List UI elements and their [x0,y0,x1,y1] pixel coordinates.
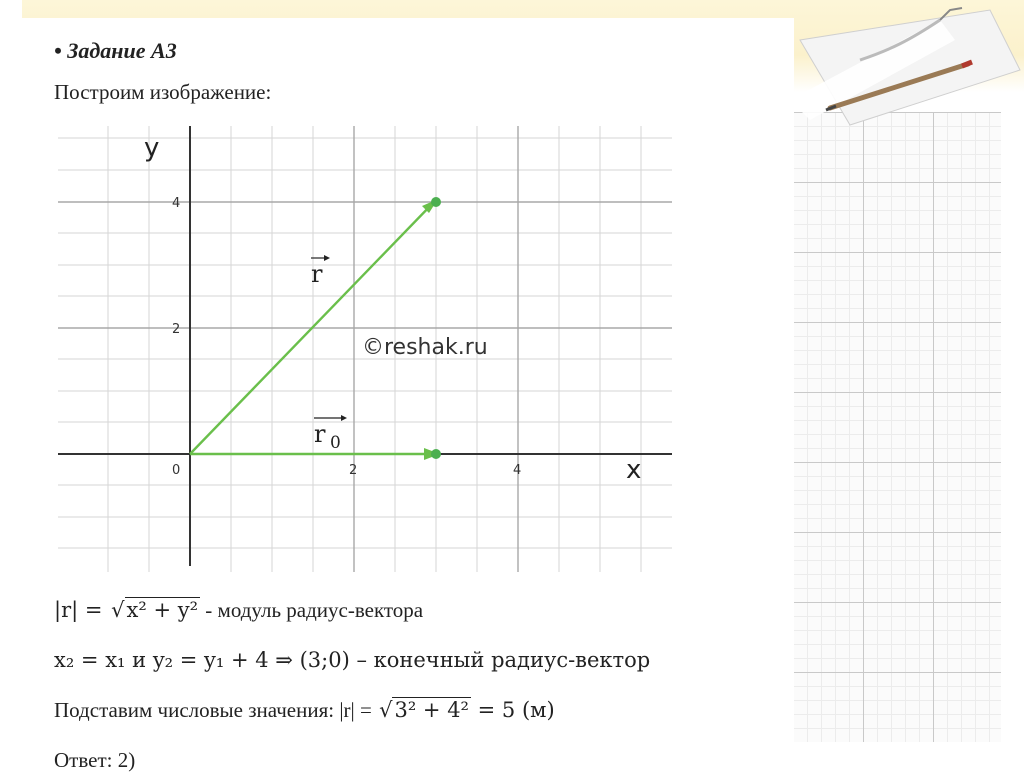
slide-content [22,18,794,772]
formula-substitution [54,698,555,723]
watermark: ©reshak.ru [362,335,488,360]
y-axis-label: y [144,133,160,163]
formula-substitution-radicand: 3² + 4² [394,698,469,722]
banner-margin [0,0,22,92]
x-axis-label: x [626,455,642,485]
vector-r [190,197,441,454]
formula-substitution-result: = 5 (м) [470,698,555,722]
sqrt-sign: √x² + y² [111,598,199,622]
vector-r-label [311,255,330,288]
formula-modulus-desc: - модуль радиус-вектора [200,598,424,622]
pencil-decoration-icon [790,0,1024,130]
svg-text:r: r [314,420,326,448]
vector-r0 [190,448,441,460]
task-intro: Построим изображение: [54,80,272,104]
task-heading: • Задание А3 [54,38,177,63]
graph-paper-background [792,112,1001,742]
formula-substitution-text: Подставим числовые значения: |r| = [54,698,378,722]
formula-modulus-radicand: x² + y² [126,598,199,622]
answer-text: Ответ: 2) [54,748,136,772]
sqrt-sign-2: √3² + 4² [379,698,469,722]
vector-r0-label [314,415,347,453]
formula-final-vector: x₂ = x₁ и y₂ = y₁ + 4 ⇒ (3;0) – конечный радиус-вектор [54,648,651,672]
svg-text:r: r [311,260,323,288]
vector-r0-endpoint [431,449,441,459]
x-tick-4: 4 [513,463,522,478]
y-tick-2: 2 [172,322,181,337]
svg-text:0: 0 [330,433,341,453]
vector-r-endpoint [431,197,441,207]
formula-modulus-lhs: |r| = [54,598,110,622]
formula-modulus [54,598,423,623]
origin-label: 0 [172,463,181,478]
coordinate-graph [58,126,676,572]
y-tick-4: 4 [172,196,181,211]
x-tick-2: 2 [349,463,358,478]
